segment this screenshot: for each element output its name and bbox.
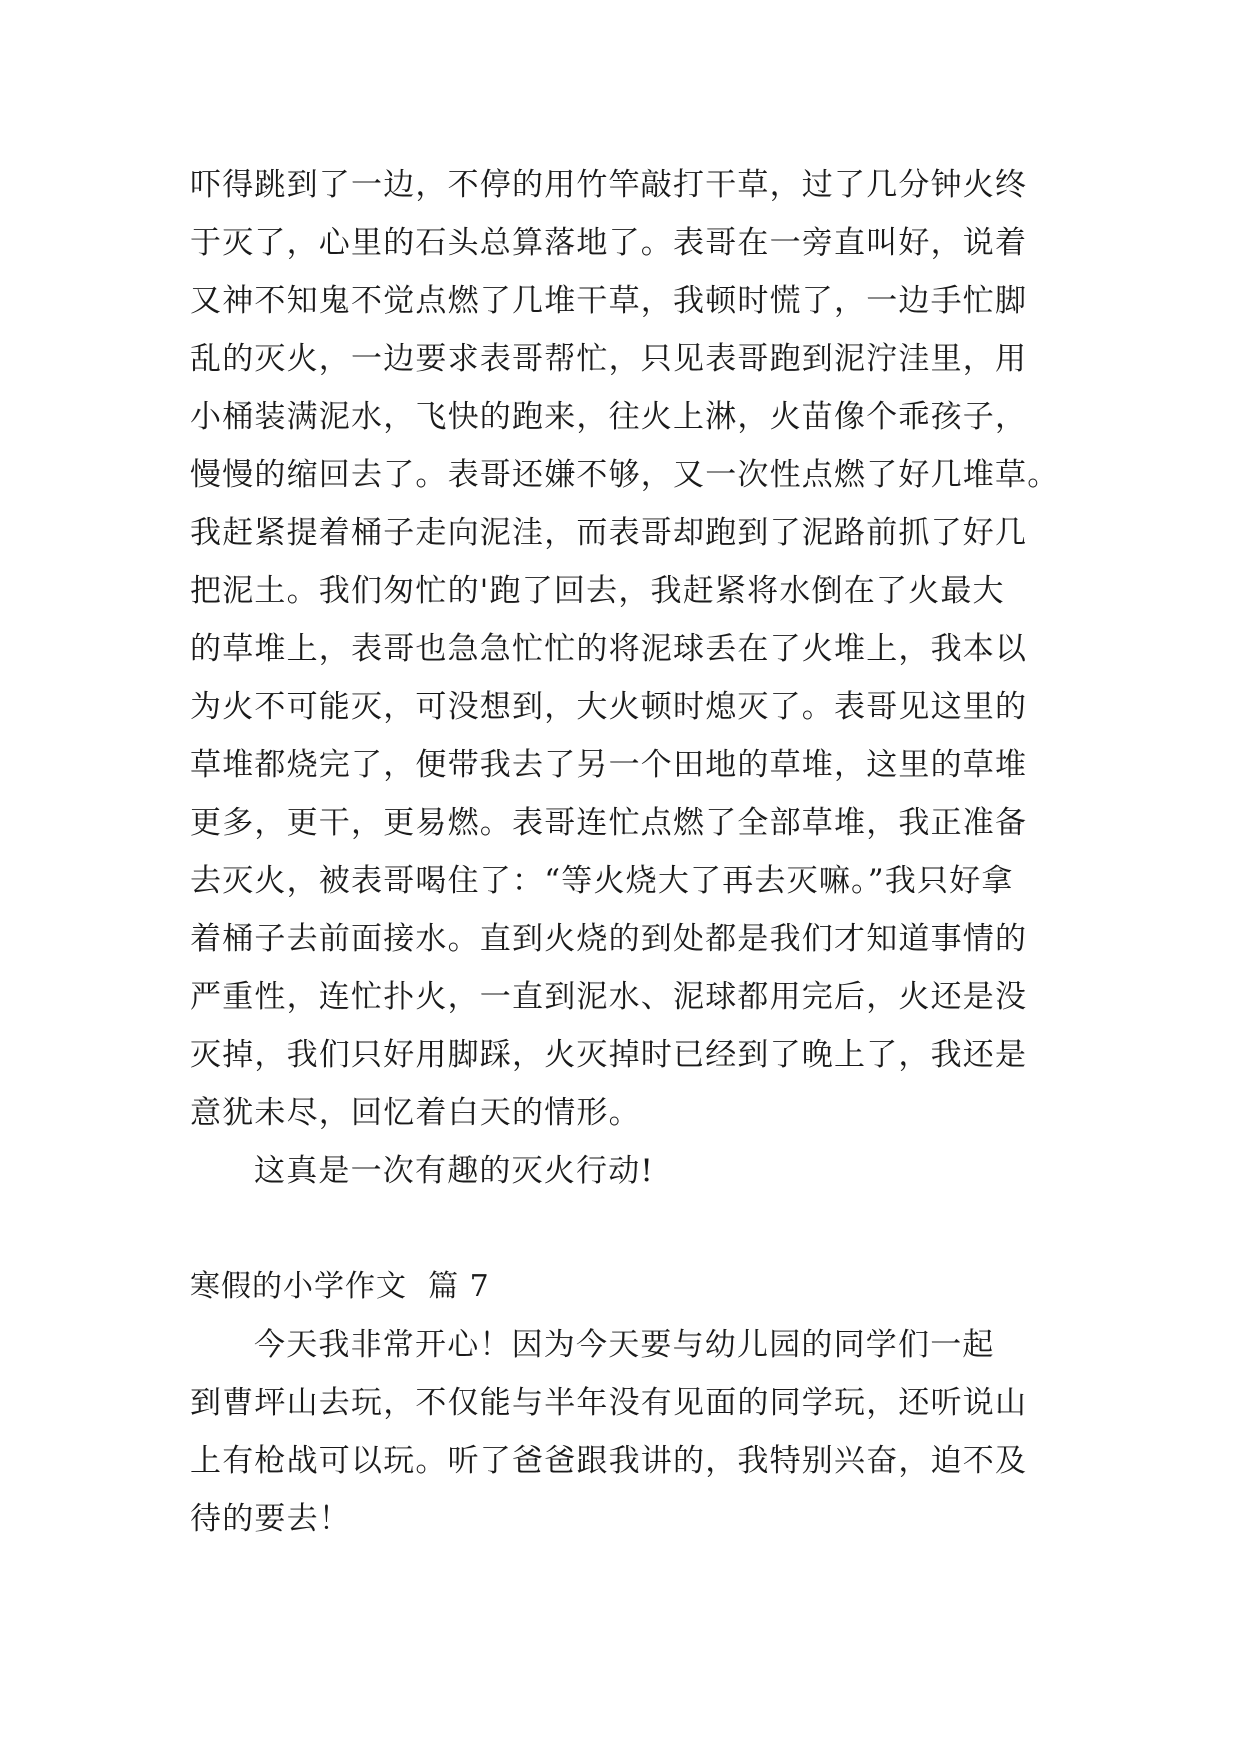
- paragraph-1-line-17: 意犹未尽，回忆着白天的情形。: [190, 1095, 641, 1131]
- paragraph-1-line-8: 把泥土。我们匆忙的'跑了回去，我赶紧将水倒在了火最大: [190, 573, 1005, 609]
- section-title: 寒假的小学作文 篇 7: [190, 1269, 490, 1304]
- paragraph-1-line-6: 慢慢的缩回去了。表哥还嫌不够，又一次性点燃了好几堆草。: [190, 457, 1060, 493]
- paragraph-1-line-10: 为火不可能灭，可没想到，大火顿时熄灭了。表哥见这里的: [190, 689, 1028, 725]
- paragraph-1-line-9: 的草堆上，表哥也急急忙忙的将泥球丢在了火堆上，我本以: [190, 631, 1028, 667]
- paragraph-1-line-16: 灭掉，我们只好用脚踩，火灭掉时已经到了晚上了，我还是: [190, 1037, 1028, 1073]
- paragraph-1-line-1: 吓得跳到了一边，不停的用竹竿敲打干草，过了几分钟火终: [190, 167, 1028, 203]
- paragraph-1-line-5: 小桶装满泥水，飞快的跑来，往火上淋，火苗像个乖孩子，: [190, 399, 1028, 435]
- paragraph-1-line-3: 又神不知鬼不觉点燃了几堆干草，我顿时慌了，一边手忙脚: [190, 283, 1028, 319]
- paragraph-3-line-1: 今天我非常开心！因为今天要与幼儿园的同学们一起: [254, 1327, 995, 1363]
- paragraph-1-line-13: 去灭火，被表哥喝住了：“等火烧大了再去灭嘛。”我只好拿: [190, 863, 1014, 899]
- paragraph-1-line-15: 严重性，连忙扑火，一直到泥水、泥球都用完后，火还是没: [190, 979, 1028, 1015]
- paragraph-1-line-14: 着桶子去前面接水。直到火烧的到处都是我们才知道事情的: [190, 921, 1028, 957]
- paragraph-3-line-3: 上有枪战可以玩。听了爸爸跟我讲的，我特别兴奋，迫不及: [190, 1443, 1028, 1479]
- paragraph-1-line-7: 我赶紧提着桶子走向泥洼，而表哥却跑到了泥路前抓了好几: [190, 515, 1028, 551]
- paragraph-1-line-4: 乱的灭火，一边要求表哥帮忙，只见表哥跑到泥泞洼里，用: [190, 341, 1028, 377]
- paragraph-2: 这真是一次有趣的灭火行动!: [254, 1153, 655, 1189]
- paragraph-3-line-2: 到曹坪山去玩，不仅能与半年没有见面的同学玩，还听说山: [190, 1385, 1028, 1421]
- paragraph-1-line-2: 于灭了，心里的石头总算落地了。表哥在一旁直叫好，说着: [190, 225, 1028, 261]
- paragraph-3-line-4: 待的要去！: [190, 1501, 351, 1537]
- paragraph-1-line-12: 更多，更干，更易燃。表哥连忙点燃了全部草堆，我正准备: [190, 805, 1028, 841]
- paragraph-1-line-11: 草堆都烧完了，便带我去了另一个田地的草堆，这里的草堆: [190, 747, 1028, 783]
